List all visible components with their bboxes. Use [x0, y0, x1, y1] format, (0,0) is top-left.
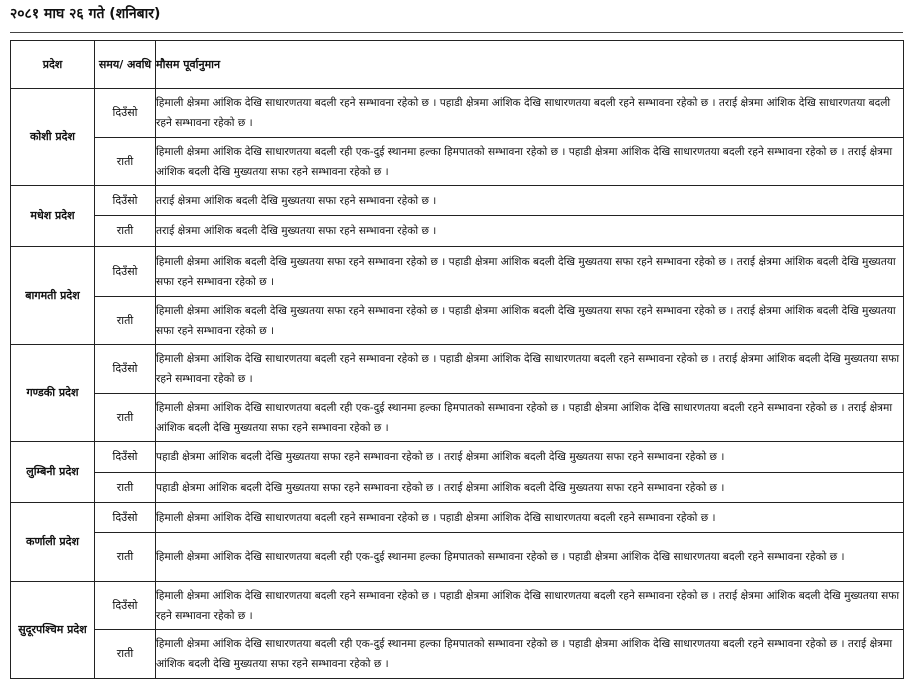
province-name: सुदूरपश्चिम प्रदेश: [11, 582, 95, 679]
period-day: दिउँसो: [95, 503, 156, 533]
table-row: [11, 89, 904, 138]
period-day: दिउँसो: [95, 582, 156, 630]
province-name: बागमती प्रदेश: [11, 247, 95, 345]
period-day: दिउँसो: [95, 89, 156, 138]
period-day: दिउँसो: [95, 247, 156, 297]
forecast-night: तराई क्षेत्रमा आंशिक बदली देखि मुख्यतया सफा रहने सम्भावना रहेको छ ।: [156, 216, 904, 247]
forecast-table: [10, 40, 904, 679]
province-name: लुम्बिनी प्रदेश: [11, 442, 95, 503]
table-row: [11, 630, 904, 679]
table-row: [11, 394, 904, 442]
table-row: [11, 247, 904, 297]
forecast-day: हिमाली क्षेत्रमा आंशिक देखि साधारणतया बदली रहने सम्भावना रहेको छ । पहाडी क्षेत्रमा आंशिक देखि साधारणतया बदली रहने सम्भावना रहेको छ । तराई क्षेत्रमा आंशिक बदली देखि मुख्यतया सफा रहने सम्भावना रहेको छ ।: [156, 345, 904, 394]
header-row: [11, 41, 904, 89]
header-period: समय/ अवधि: [95, 41, 156, 89]
forecast-day: हिमाली क्षेत्रमा आंशिक देखि साधारणतया बदली रहने सम्भावना रहेको छ । पहाडी क्षेत्रमा आंशिक देखि साधारणतया बदली रहने सम्भावना रहेको छ ।: [156, 503, 904, 533]
table-row: [11, 533, 904, 582]
forecast-day: हिमाली क्षेत्रमा आंशिक देखि साधारणतया बदली रहने सम्भावना रहेको छ । पहाडी क्षेत्रमा आंशिक देखि साधारणतया बदली रहने सम्भावना रहेको छ । तराई क्षेत्रमा आंशिक देखि साधारणतया बदली रहने सम्भावना रहेको छ ।: [156, 89, 904, 138]
table-row: [11, 582, 904, 630]
period-night: राती: [95, 216, 156, 247]
table-row: [11, 503, 904, 533]
forecast-night: हिमाली क्षेत्रमा आंशिक देखि साधारणतया बदली रही एक-दुई स्थानमा हल्का हिमपातको सम्भावना रहेको छ । पहाडी क्षेत्रमा आंशिक देखि साधारणतया बदली रहने सम्भावना रहेको छ । तराई क्षेत्रमा आंशिक बदली देखि मुख्यतया सफा रहने सम्भावना रहेको छ ।: [156, 394, 904, 442]
forecast-day: हिमाली क्षेत्रमा आंशिक बदली देखि मुख्यतया सफा रहने सम्भावना रहेको छ । पहाडी क्षेत्रमा आंशिक बदली देखि मुख्यतया सफा रहने सम्भावना रहेको छ । तराई क्षेत्रमा आंशिक बदली देखि मुख्यतया सफा रहने सम्भावना रहेको छ ।: [156, 247, 904, 297]
forecast-day: तराई क्षेत्रमा आंशिक बदली देखि मुख्यतया सफा रहने सम्भावना रहेको छ ।: [156, 186, 904, 216]
header-forecast: मौसम पूर्वानुमान: [156, 41, 904, 89]
table-row: [11, 473, 904, 503]
forecast-night: पहाडी क्षेत्रमा आंशिक बदली देखि मुख्यतया सफा रहने सम्भावना रहेको छ । तराई क्षेत्रमा आंशिक बदली देखि मुख्यतया सफा रहने सम्भावना रहेको छ ।: [156, 473, 904, 503]
heading-rule: [10, 32, 903, 33]
province-name: कर्णाली प्रदेश: [11, 503, 95, 582]
table-row: [11, 442, 904, 473]
period-day: दिउँसो: [95, 186, 156, 216]
header-province: प्रदेश: [11, 41, 95, 89]
forecast-night: हिमाली क्षेत्रमा आंशिक देखि साधारणतया बदली रही एक-दुई स्थानमा हल्का हिमपातको सम्भावना रहेको छ । पहाडी क्षेत्रमा आंशिक देखि साधारणतया बदली रहने सम्भावना रहेको छ । तराई क्षेत्रमा आंशिक बदली देखि मुख्यतया सफा रहने सम्भावना रहेको छ ।: [156, 630, 904, 679]
table-row: [11, 138, 904, 186]
table-row: [11, 186, 904, 216]
province-name: मधेश प्रदेश: [11, 186, 95, 247]
period-day: दिउँसो: [95, 345, 156, 394]
table-row: [11, 297, 904, 345]
table-row: [11, 345, 904, 394]
period-night: राती: [95, 138, 156, 186]
date-heading: २०८१ माघ २६ गते (शनिबार): [10, 6, 161, 22]
province-name: कोशी प्रदेश: [11, 89, 95, 186]
forecast-day: पहाडी क्षेत्रमा आंशिक बदली देखि मुख्यतया सफा रहने सम्भावना रहेको छ । तराई क्षेत्रमा आंशिक बदली देखि मुख्यतया सफा रहने सम्भावना रहेको छ ।: [156, 442, 904, 473]
period-day: दिउँसो: [95, 442, 156, 473]
forecast-night: हिमाली क्षेत्रमा आंशिक देखि साधारणतया बदली रही एक-दुई स्थानमा हल्का हिमपातको सम्भावना रहेको छ । पहाडी क्षेत्रमा आंशिक देखि साधारणतया बदली रहने सम्भावना रहेको छ ।: [156, 533, 904, 582]
province-name: गण्डकी प्रदेश: [11, 345, 95, 442]
forecast-day: हिमाली क्षेत्रमा आंशिक देखि साधारणतया बदली रहने सम्भावना रहेको छ । पहाडी क्षेत्रमा आंशिक देखि साधारणतया बदली रहने सम्भावना रहेको छ । तराई क्षेत्रमा आंशिक बदली देखि मुख्यतया सफा रहने सम्भावना रहेको छ ।: [156, 582, 904, 630]
period-night: राती: [95, 630, 156, 679]
period-night: राती: [95, 473, 156, 503]
forecast-night: हिमाली क्षेत्रमा आंशिक देखि साधारणतया बदली रही एक-दुई स्थानमा हल्का हिमपातको सम्भावना रहेको छ । पहाडी क्षेत्रमा आंशिक देखि साधारणतया बदली रहने सम्भावना रहेको छ । तराई क्षेत्रमा आंशिक बदली देखि मुख्यतया सफा रहने सम्भावना रहेको छ ।: [156, 138, 904, 186]
period-night: राती: [95, 297, 156, 345]
forecast-night: हिमाली क्षेत्रमा आंशिक बदली देखि मुख्यतया सफा रहने सम्भावना रहेको छ । पहाडी क्षेत्रमा आंशिक बदली देखि मुख्यतया सफा रहने सम्भावना रहेको छ । तराई क्षेत्रमा आंशिक बदली देखि मुख्यतया सफा रहने सम्भावना रहेको छ ।: [156, 297, 904, 345]
table-row: [11, 216, 904, 247]
period-night: राती: [95, 533, 156, 582]
period-night: राती: [95, 394, 156, 442]
